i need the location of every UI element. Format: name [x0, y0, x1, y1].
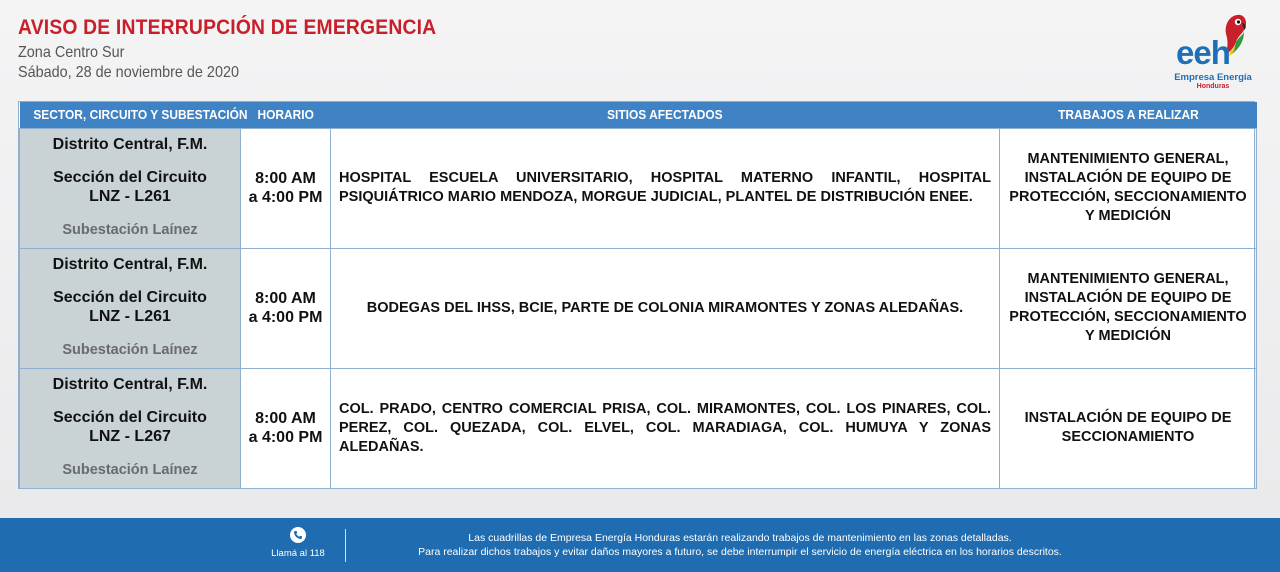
table-header-row	[20, 102, 1257, 128]
sector-cell	[20, 128, 241, 248]
district-label: Distrito Central, F.M.	[52, 376, 208, 393]
schedule-cell: 8:00 AM a 4:00 PM	[241, 128, 331, 248]
footer-message-line2: Para realizar dichos trabajos y evitar daños mayores a futuro, se debe interrumpir el servicio de energía eléctrica en los horarios descritos.	[418, 546, 1062, 558]
phone-icon	[290, 527, 306, 543]
schedule-cell: 8:00 AM a 4:00 PM	[241, 368, 331, 488]
affected-sites-cell: COL. PRADO, CENTRO COMERCIAL PRISA, COL. MIRAMONTES, COL. LOS PINARES, COL. PEREZ, COL. QUEZADA, COL. ELVEL, COL. MARADIAGA, COL. HUMUYA Y ZONAS ALEDAÑAS.	[331, 368, 1000, 488]
eeh-logo	[1174, 12, 1254, 90]
works-cell: MANTENIMIENTO GENERAL, INSTALACIÓN DE EQUIPO DE PROTECCIÓN, SECCIONAMIENTO Y MEDICIÓN	[1000, 248, 1257, 368]
table-row	[20, 128, 1257, 248]
outage-table	[18, 101, 1255, 489]
circuit-label: Sección del Circuito LNZ - L267	[53, 409, 207, 445]
circuit-label: Sección del Circuito LNZ - L261	[53, 169, 207, 205]
circuit-label: Sección del Circuito LNZ - L261	[53, 289, 207, 325]
footer-divider	[345, 529, 346, 562]
schedule-cell: 8:00 AM a 4:00 PM	[241, 248, 331, 368]
district-label: Distrito Central, F.M.	[52, 256, 208, 273]
footer-banner	[0, 518, 1280, 572]
col-header-sitios: SITIOS AFECTADOS	[331, 102, 1000, 128]
substation-label: Subestación Laínez	[62, 222, 198, 238]
logo-company-name: Empresa Energía	[1174, 72, 1252, 83]
works-cell: MANTENIMIENTO GENERAL, INSTALACIÓN DE EQUIPO DE PROTECCIÓN, SECCIONAMIENTO Y MEDICIÓN	[1000, 128, 1257, 248]
logo-company-country: Honduras	[1196, 83, 1230, 90]
affected-sites-cell: BODEGAS DEL IHSS, BCIE, PARTE DE COLONIA MIRAMONTES Y ZONAS ALEDAÑAS.	[331, 248, 1000, 368]
footer-message	[355, 531, 1125, 559]
phone-contact[interactable]	[262, 527, 334, 559]
col-header-horario: HORARIO	[241, 102, 331, 128]
sector-cell	[20, 368, 241, 488]
table-row	[20, 248, 1257, 368]
substation-label: Subestación Laínez	[62, 462, 198, 478]
sector-cell	[20, 248, 241, 368]
col-header-trabajos: TRABAJOS A REALIZAR	[1000, 102, 1257, 128]
phone-label: Llamá al 118	[271, 548, 325, 559]
date-label: Sábado, 28 de noviembre de 2020	[18, 64, 239, 81]
footer-message-line1: Las cuadrillas de Empresa Energía Honduras estarán realizando trabajos de mantenimiento en las zonas detalladas.	[468, 532, 1012, 544]
table-row	[20, 368, 1257, 488]
district-label: Distrito Central, F.M.	[52, 136, 208, 153]
affected-sites-cell: HOSPITAL ESCUELA UNIVERSITARIO, HOSPITAL MATERNO INFANTIL, HOSPITAL PSIQUIÁTRICO MARIO MENDOZA, MORGUE JUDICIAL, PLANTEL DE DISTRIBUCIÓN ENEE.	[331, 128, 1000, 248]
notice-title: AVISO DE INTERRUPCIÓN DE EMERGENCIA	[18, 16, 437, 39]
substation-label: Subestación Laínez	[62, 342, 198, 358]
col-header-sector: SECTOR, CIRCUITO Y SUBESTACIÓN	[20, 102, 241, 128]
notice-header	[18, 16, 1258, 96]
logo-brand-text: eeh	[1176, 34, 1230, 71]
zone-label: Zona Centro Sur	[18, 44, 125, 61]
works-cell: INSTALACIÓN DE EQUIPO DE SECCIONAMIENTO	[1000, 368, 1257, 488]
